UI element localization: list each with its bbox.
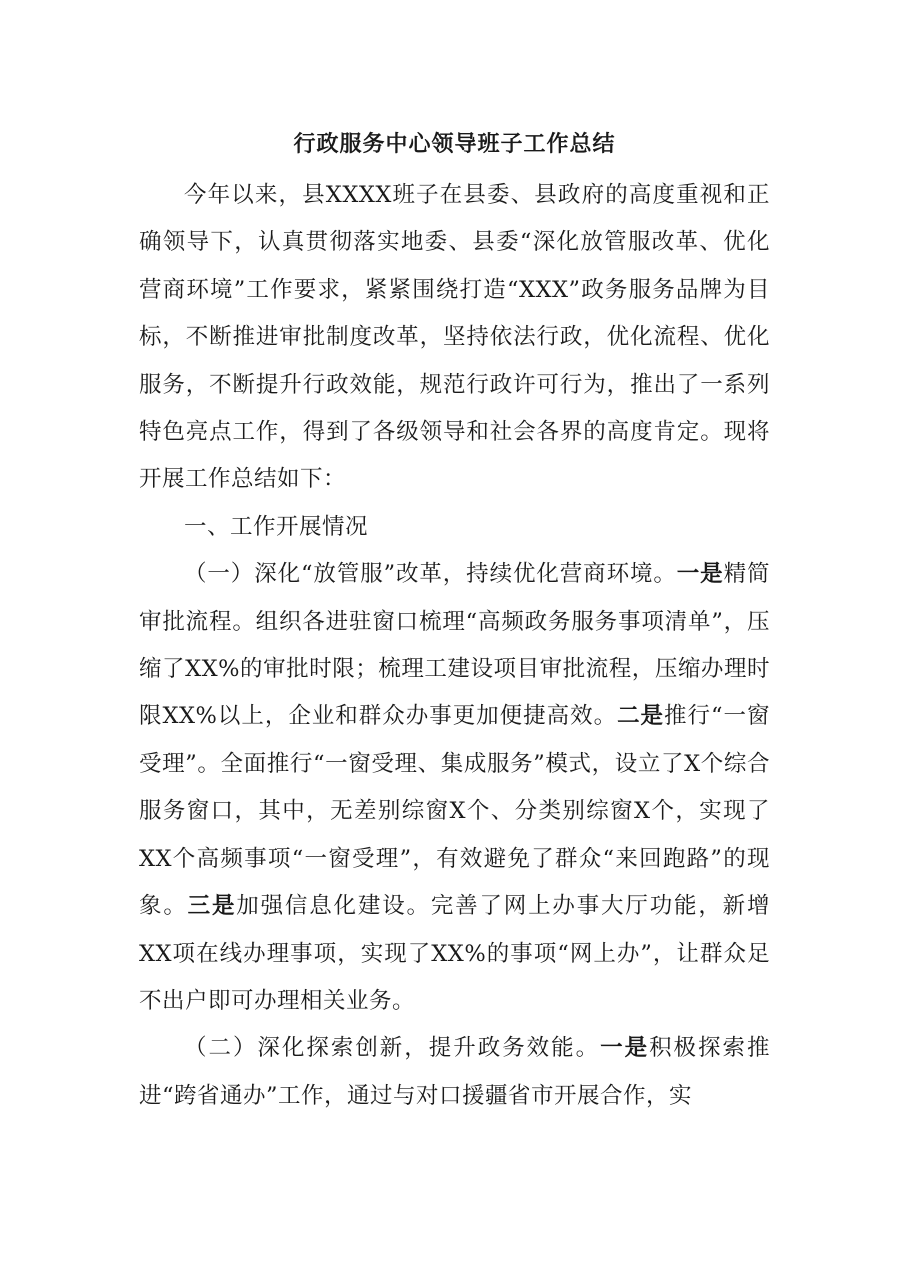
item-lead-2: 二是 <box>617 703 665 730</box>
intro-paragraph: 今年以来，县XXXX班子在县委、县政府的高度重视和正确领导下，认真贯彻落实地委、县委“深化放管服改革、优化营商环境”工作要求，紧紧围绕打造“XXX”政务服务品牌为目标，不断推进审批制度改革，坚持依法行政，优化流程、优化服务，不断提升行政效能，规范行政许可行为，推出了一系列特色亮点工作，得到了各级领导和社会各界的高度肯定。现将开展工作总结如下： <box>139 182 770 493</box>
item-text-4: 积极探索推进“跨省通办”工作，通过与对口援疆省市开展合作，实 <box>139 1035 770 1109</box>
item-text-2: 推行“一窗受理”。全面推行“一窗受理、集成服务”模式，设立了X个综合服务窗口，其中，无差别综窗X个、分类别综窗X个，实现了XX个高频事项“一窗受理”，有效避免了群众“来回跑路”的现象。 <box>139 703 770 920</box>
subsection-2-heading: （二）深化探索创新，提升政务效能。 <box>184 1035 601 1062</box>
section-heading-1: 一、工作开展情况 <box>184 513 369 540</box>
item-text-1: 精简审批流程。组织各进驻窗口梳理“高频政务服务事项清单”，压缩了XX%的审批时限；梳理工建设项目审批流程，压缩办理时限XX%以上，企业和群众办事更加便捷高效。 <box>139 561 770 730</box>
item-lead-1: 一是 <box>676 561 724 588</box>
document-body <box>139 172 770 1120</box>
subsection-2-paragraph <box>139 1025 770 1120</box>
subsection-1-paragraph <box>139 551 770 1025</box>
document-title: 行政服务中心领导班子工作总结 <box>293 131 616 157</box>
subsection-1-heading: （一）深化“放管服”改革，持续优化营商环境。 <box>184 561 677 588</box>
item-text-3: 加强信息化建设。完善了网上办事大厅功能，新增XX项在线办理事项，实现了XX%的事项“网上办”，让群众足不出户即可办理相关业务。 <box>139 893 770 1014</box>
item-lead-3: 三是 <box>187 893 237 920</box>
item-lead-4: 一是 <box>600 1035 650 1062</box>
